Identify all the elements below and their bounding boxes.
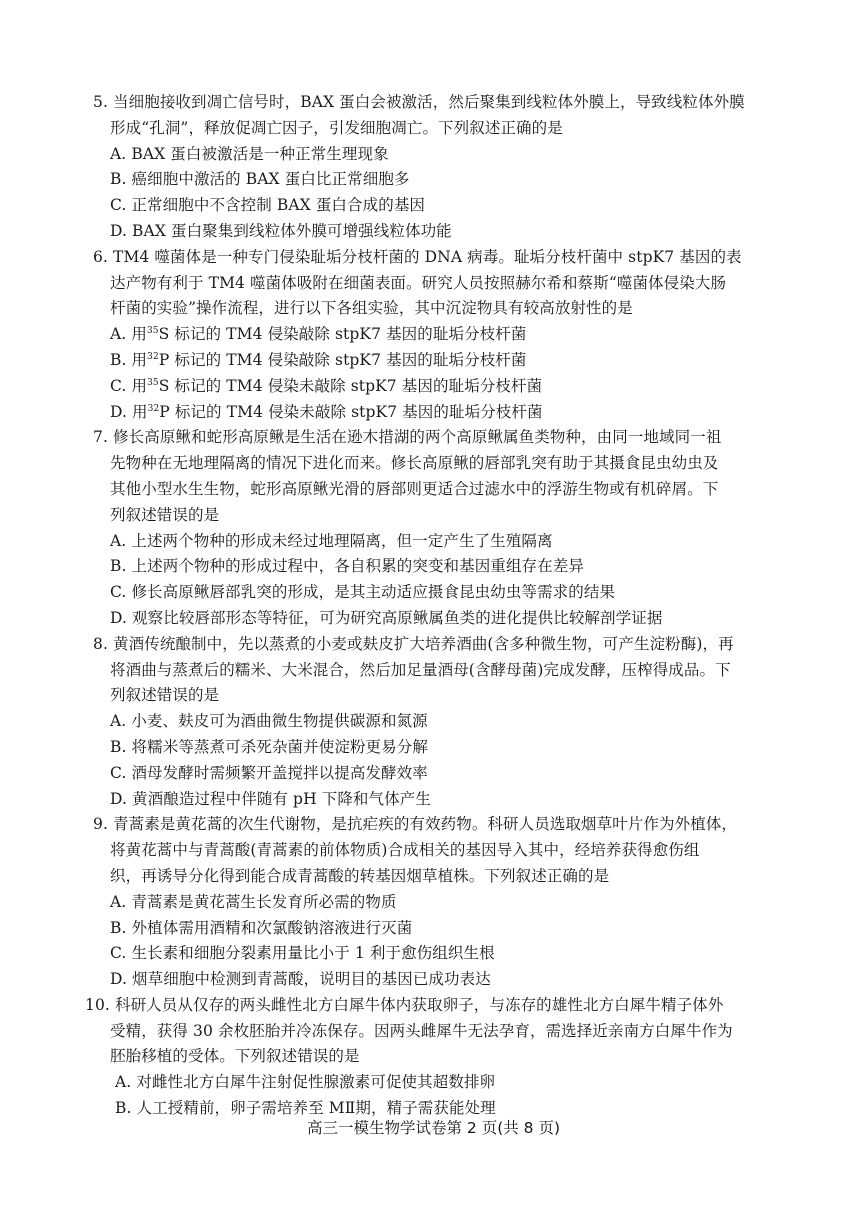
isotope-mass-number: 32 bbox=[147, 403, 160, 414]
question-5-stem-line-1: 5. 当细胞接收到凋亡信号时，BAX 蛋白会被激活，然后聚集到线粒体外膜上，导致线粒体外膜 bbox=[93, 93, 745, 111]
question-7 bbox=[93, 425, 793, 631]
question-7-stem-line-1: 7. 修长高原鳅和蛇形高原鳅是生活在逊木措湖的两个高原鳅属鱼类物种，由同一地域同一祖 bbox=[93, 428, 722, 447]
question-8-option-c: C. 酒母发酵时需频繁开盖搅拌以提高发酵效率 bbox=[110, 763, 428, 782]
question-9-option-c: C. 生长素和细胞分裂素用量比小于 1 利于愈伤组织生根 bbox=[110, 944, 495, 963]
question-10-stem-line-2: 受精，获得 30 余枚胚胎并冷冻保存。因两头雌犀牛无法孕育，需选择近亲南方白犀牛作为 bbox=[110, 1021, 733, 1040]
question-6-stem-line-2: 达产物有利于 TM4 噬菌体吸附在细菌表面。研究人员按照赫尔希和蔡斯“噬菌体侵染大肠 bbox=[110, 273, 727, 292]
question-6-stem-line-1: 6. TM4 噬菌体是一种专门侵染耻垢分枝杆菌的 DNA 病毒。耻垢分枝杆菌中 stpK7 基因的表 bbox=[93, 247, 742, 266]
question-9-stem-line-2: 将黄花蒿中与青蒿酸(青蒿素的前体物质)合成相关的基因导入其中，经培养获得愈伤组 bbox=[110, 841, 700, 860]
question-10-option-a: A. 对雌性北方白犀牛注射促性腺激素可促使其超数排卵 bbox=[115, 1073, 496, 1092]
question-10 bbox=[85, 993, 793, 1122]
isotope-mass-number: 35 bbox=[147, 377, 159, 388]
question-7-option-a: A. 上述两个物种的形成未经过地理隔离，但一定产生了生殖隔离 bbox=[110, 531, 553, 550]
isotope-mass-number: 35 bbox=[146, 326, 159, 337]
question-9-stem-line-3: 织，再诱导分化得到能合成青蒿酸的转基因烟草植株。下列叙述正确的是 bbox=[110, 866, 610, 885]
question-7-stem-line-4: 列叙述错误的是 bbox=[110, 505, 220, 524]
question-7-option-b: B. 上述两个物种的形成过程中，各自积累的突变和基因重组存在差异 bbox=[110, 557, 584, 576]
question-8-stem-line-2: 将酒曲与蒸煮后的糯米、大米混合，然后加足量酒母(含酵母菌)完成发酵，压榨得成品。下 bbox=[110, 660, 731, 679]
option-text: S 标记的 TM4 侵染敲除 stpK7 基因的耻垢分枝杆菌 bbox=[158, 325, 527, 344]
question-10-stem-line-3: 胚胎移植的受体。下列叙述错误的是 bbox=[110, 1047, 360, 1066]
isotope-mass-number: 32 bbox=[147, 351, 159, 362]
option-text: P 标记的 TM4 侵染未敲除 stpK7 基因的耻垢分枝杆菌 bbox=[159, 402, 543, 421]
question-7-stem-line-3: 其他小型水生生物，蛇形高原鳅光滑的唇部则更适合过滤水中的浮游生物或有机碎屑。下 bbox=[110, 479, 719, 498]
question-6-option-b bbox=[93, 348, 793, 374]
option-text: S 标记的 TM4 侵染未敲除 stpK7 基因的耻垢分枝杆菌 bbox=[158, 376, 543, 395]
exam-page-body bbox=[85, 90, 793, 1122]
question-7-option-d: D. 观察比较唇部形态等特征，可为研究高原鳅属鱼类的进化提供比较解剖学证据 bbox=[110, 608, 663, 627]
question-5-stem-line-2: 形成“孔洞”，释放促凋亡因子，引发细胞凋亡。下列叙述正确的是 bbox=[110, 118, 563, 137]
question-5-option-a: A. BAX 蛋白被激活是一种正常生理现象 bbox=[110, 144, 389, 163]
question-7-stem-line-2: 先物种在无地理隔离的情况下进化而来。修长高原鳅的唇部乳突有助于其摄食昆虫幼虫及 bbox=[110, 454, 719, 473]
option-prefix: B. 用 bbox=[110, 350, 148, 369]
question-9-stem-line-1: 9. 青蒿素是黄花蒿的次生代谢物，是抗疟疾的有效药物。科研人员选取烟草叶片作为外植体， bbox=[93, 815, 738, 834]
question-8-option-d: D. 黄酒酿造过程中伴随有 pH 下降和气体产生 bbox=[110, 789, 431, 808]
question-6-option-c bbox=[93, 374, 793, 400]
question-9-option-a: A. 青蒿素是黄花蒿生长发育所必需的物质 bbox=[110, 892, 397, 911]
question-5-option-d: D. BAX 蛋白聚集到线粒体外膜可增强线粒体功能 bbox=[110, 221, 452, 240]
question-9 bbox=[93, 812, 793, 993]
option-prefix: C. 用 bbox=[110, 376, 148, 395]
question-6 bbox=[93, 245, 793, 426]
page-footer: 高三一模生物学试卷第 2 页(共 8 页) bbox=[306, 1119, 561, 1137]
option-prefix: D. 用 bbox=[110, 402, 148, 421]
question-7-option-c: C. 修长高原鳅唇部乳突的形成，是其主动适应摄食昆虫幼虫等需求的结果 bbox=[110, 583, 616, 602]
question-6-stem-line-3: 杆菌的实验”操作流程，进行以下各组实验，其中沉淀物具有较高放射性的是 bbox=[110, 299, 633, 318]
option-text: P 标记的 TM4 侵染敲除 stpK7 基因的耻垢分枝杆菌 bbox=[158, 350, 527, 369]
question-10-option-b: B. 人工授精前，卵子需培养至 MⅡ期，精子需获能处理 bbox=[115, 1099, 496, 1118]
question-9-option-b: B. 外植体需用酒精和次氯酸钠溶液进行灭菌 bbox=[110, 918, 413, 937]
question-8-stem-line-3: 列叙述错误的是 bbox=[110, 686, 220, 705]
question-5-option-c: C. 正常细胞中不含控制 BAX 蛋白合成的基因 bbox=[110, 196, 426, 215]
question-6-option-a bbox=[93, 322, 793, 348]
question-5-option-b: B. 癌细胞中激活的 BAX 蛋白比正常细胞多 bbox=[110, 170, 410, 189]
question-8-option-a: A. 小麦、麸皮可为酒曲微生物提供碳源和氮源 bbox=[110, 712, 428, 731]
question-9-option-d: D. 烟草细胞中检测到青蒿酸，说明目的基因已成功表达 bbox=[110, 970, 491, 989]
question-8-option-b: B. 将糯米等蒸煮可杀死杂菌并使淀粉更易分解 bbox=[110, 737, 428, 756]
question-8-stem-line-1: 8. 黄酒传统酿制中，先以蒸煮的小麦或麸皮扩大培养酒曲(含多种微生物，可产生淀粉酶)，再 bbox=[93, 634, 734, 653]
question-5 bbox=[93, 90, 793, 245]
option-prefix: A. 用 bbox=[110, 325, 147, 344]
question-6-option-d bbox=[93, 400, 793, 426]
question-8 bbox=[93, 632, 793, 813]
question-10-stem-line-1: 10. 科研人员从仅存的两头雌性北方白犀牛体内获取卵子，与冻存的雄性北方白犀牛精子体外 bbox=[85, 995, 724, 1014]
